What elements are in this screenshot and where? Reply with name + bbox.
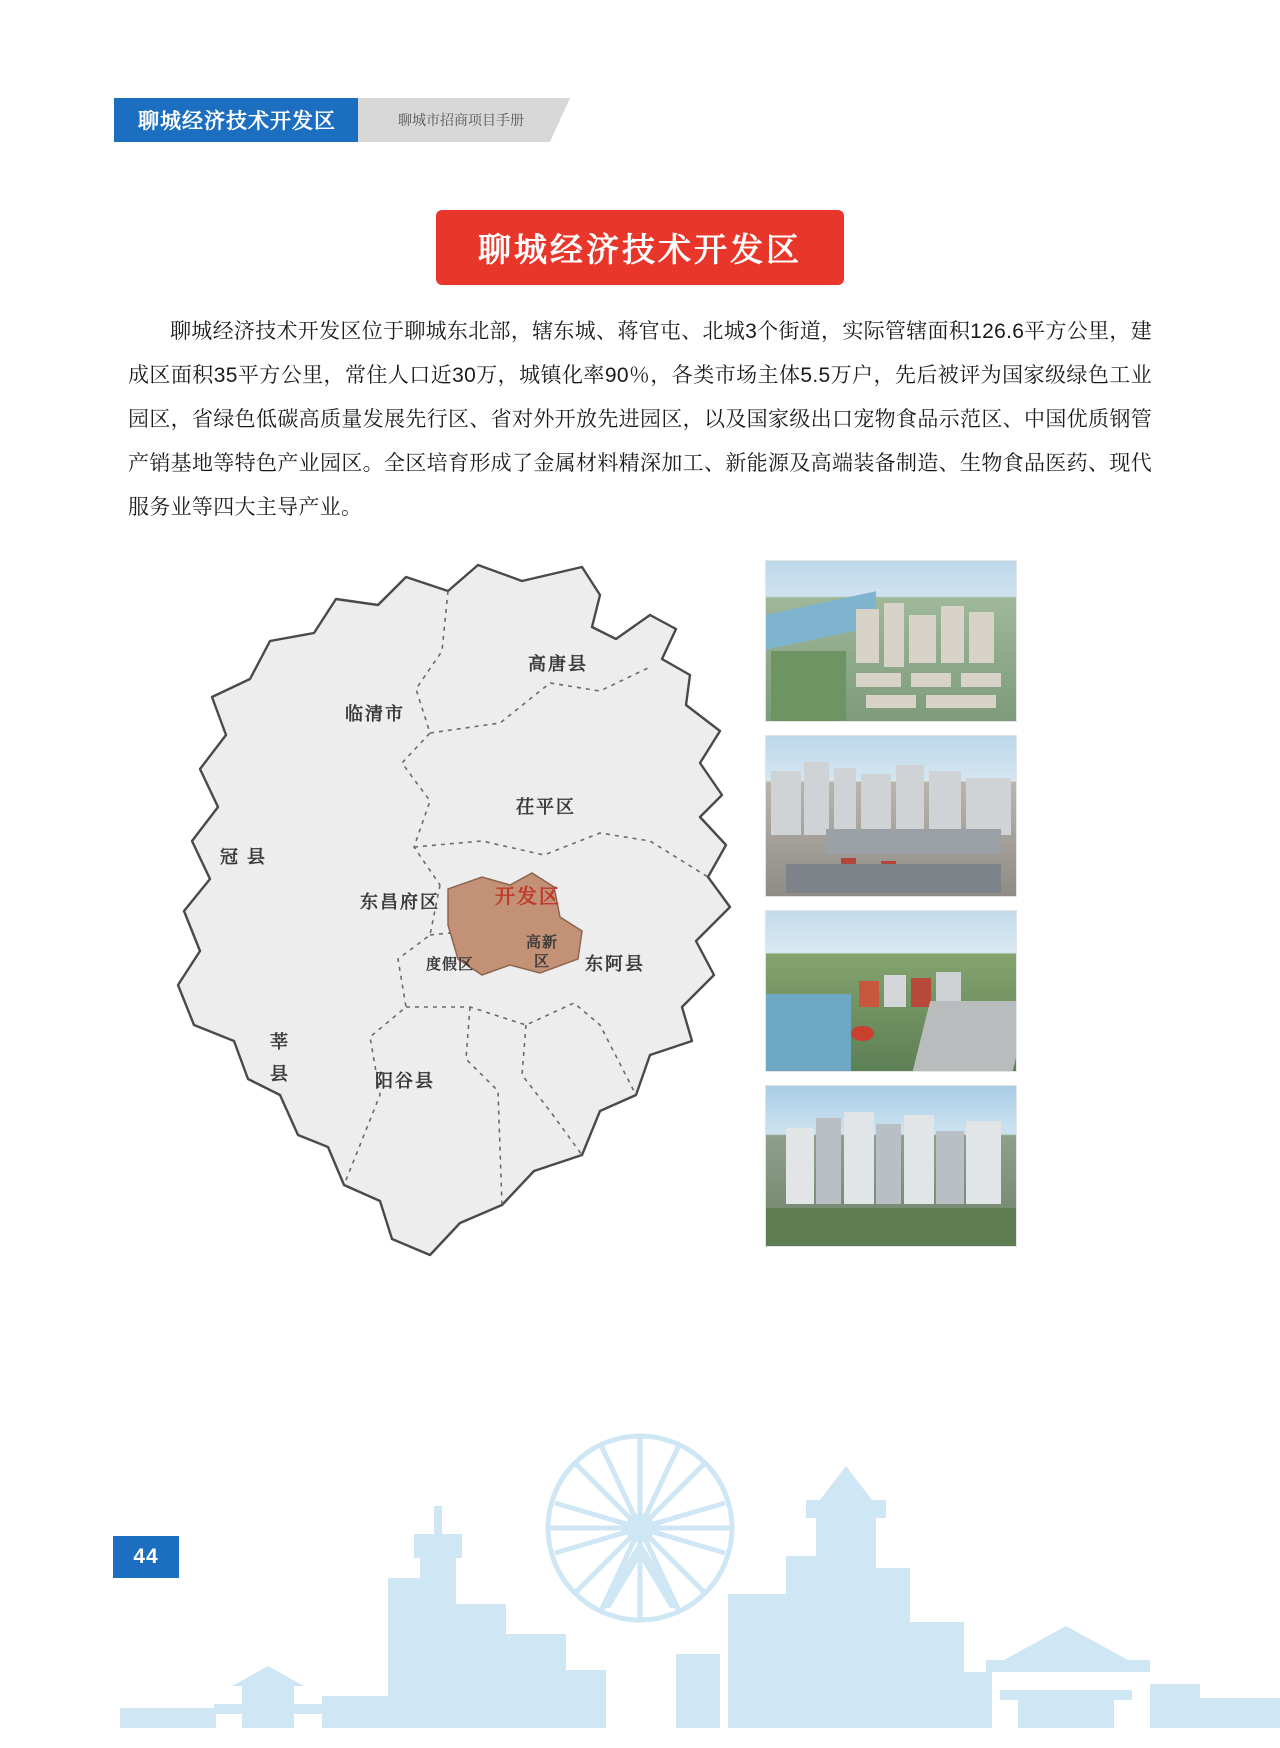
photo-gallery (765, 560, 1015, 1260)
map-label-chiping: 茌平区 (516, 797, 576, 817)
building-block (941, 606, 964, 664)
header-book-tab (358, 98, 550, 142)
page-title-text: 聊城经济技术开发区 (478, 231, 802, 268)
building-block (866, 695, 916, 708)
skyline-shapes (120, 1436, 1280, 1728)
page-number: 44 (113, 1536, 179, 1578)
pagoda-roof2 (1012, 1648, 1120, 1672)
building (1200, 1698, 1280, 1728)
skyline-decoration (0, 1408, 1280, 1748)
building (964, 1672, 992, 1728)
building-block (884, 975, 907, 1007)
building (676, 1654, 720, 1728)
building-block (911, 978, 931, 1007)
antenna (434, 1506, 442, 1534)
building-block (966, 778, 1011, 836)
photo-riverside-park-road (765, 910, 1017, 1072)
header-accent-bar (114, 98, 120, 142)
green-area (766, 1208, 1016, 1246)
ferris-wheel-icon (548, 1436, 732, 1620)
map-label-development-zone[interactable]: 开发区 (495, 886, 561, 908)
tower-block (786, 1128, 814, 1205)
parking-lot (786, 864, 1001, 893)
building (444, 1604, 506, 1728)
park-feature (851, 1026, 874, 1040)
tower-block (966, 1121, 1001, 1204)
building-block (834, 768, 857, 835)
water-shape (766, 994, 851, 1071)
building-block (929, 771, 962, 835)
pagoda-left-icon (232, 1666, 304, 1728)
building (120, 1708, 216, 1728)
plaza-roof (826, 829, 1001, 855)
building-tall (816, 1518, 876, 1728)
tower-block (816, 1118, 841, 1204)
header-book-label: 聊城市招商项目手册 (398, 112, 524, 128)
building-block (911, 673, 951, 687)
pagoda-eave (1000, 1690, 1132, 1700)
pagoda-eave (986, 1660, 1150, 1672)
building (728, 1594, 786, 1728)
building-block (961, 673, 1001, 687)
building-block (909, 615, 937, 663)
header-section-tab (120, 98, 358, 142)
building-block (926, 695, 996, 708)
building-block (856, 673, 901, 687)
map-label-linqing: 临清市 (345, 704, 405, 724)
map-label-gaoxinqu: 高新 区 (526, 934, 559, 970)
building-cap (806, 1500, 886, 1518)
building (1150, 1684, 1200, 1728)
building (786, 1556, 816, 1728)
ferris-wheel-base (600, 1540, 680, 1608)
pagoda-eave (214, 1704, 322, 1714)
header-section-label: 聊城经济技术开发区 (138, 110, 336, 133)
building-block (859, 981, 879, 1007)
building (506, 1634, 566, 1728)
photo-commercial-complex (765, 735, 1017, 897)
map-label-dongexian: 东阿县 (585, 954, 645, 974)
map-label-gaotang: 高唐县 (528, 654, 588, 674)
building-block (804, 762, 829, 836)
building-block (771, 771, 801, 835)
tower-block (876, 1124, 901, 1204)
building (910, 1622, 964, 1728)
building (566, 1670, 606, 1728)
building-crown (820, 1466, 872, 1500)
building (322, 1696, 392, 1728)
map-label-shenxian: 莘 县 (270, 1032, 290, 1084)
building-block (896, 765, 924, 835)
liaocheng-district-map (130, 555, 750, 1275)
map-label-dongchangfu: 东昌府区 (360, 892, 440, 912)
building-block (884, 603, 904, 667)
tower-left (414, 1534, 462, 1728)
photo-highrise-cluster (765, 1085, 1017, 1247)
road-shape (912, 1001, 1017, 1072)
photo-aerial-city-river (765, 560, 1017, 722)
building-block (969, 612, 994, 663)
green-area (771, 651, 846, 721)
building (876, 1568, 910, 1728)
page-title (436, 210, 844, 285)
page-header (120, 98, 550, 142)
pagoda-right-roof (1004, 1626, 1128, 1660)
building-block (861, 774, 891, 835)
tower-block (844, 1112, 874, 1205)
map-svg (130, 555, 750, 1275)
building (388, 1578, 444, 1728)
tower-block (904, 1115, 934, 1205)
intro-paragraph: 聊城经济技术开发区位于聊城东北部，辖东城、蒋官屯、北城3个街道，实际管辖面积126.6平方公里，建成区面积35平方公里，常住人口近30万，城镇化率90％，各类市场主体5.5万户，先后被评为国家级绿色工业园区，省绿色低碳高质量发展先行区、省对外开放先进园区，以及国家级出口宠物食品示范区、中国优质钢管产销基地等特色产业园区。全区培育形成了金属材料精深加工、新能源及高端装备制造、生物食品医药、现代服务业等四大主导产业。 (128, 320, 1152, 519)
pagoda-body (1018, 1700, 1114, 1728)
map-label-guanxian: 冠 县 (220, 847, 268, 867)
building-block (856, 609, 879, 663)
skyline-svg (0, 1408, 1280, 1748)
map-label-dujiaqu: 度假区 (426, 956, 475, 973)
map-label-yangguxian: 阳谷县 (375, 1071, 435, 1091)
tower-block (936, 1131, 964, 1205)
